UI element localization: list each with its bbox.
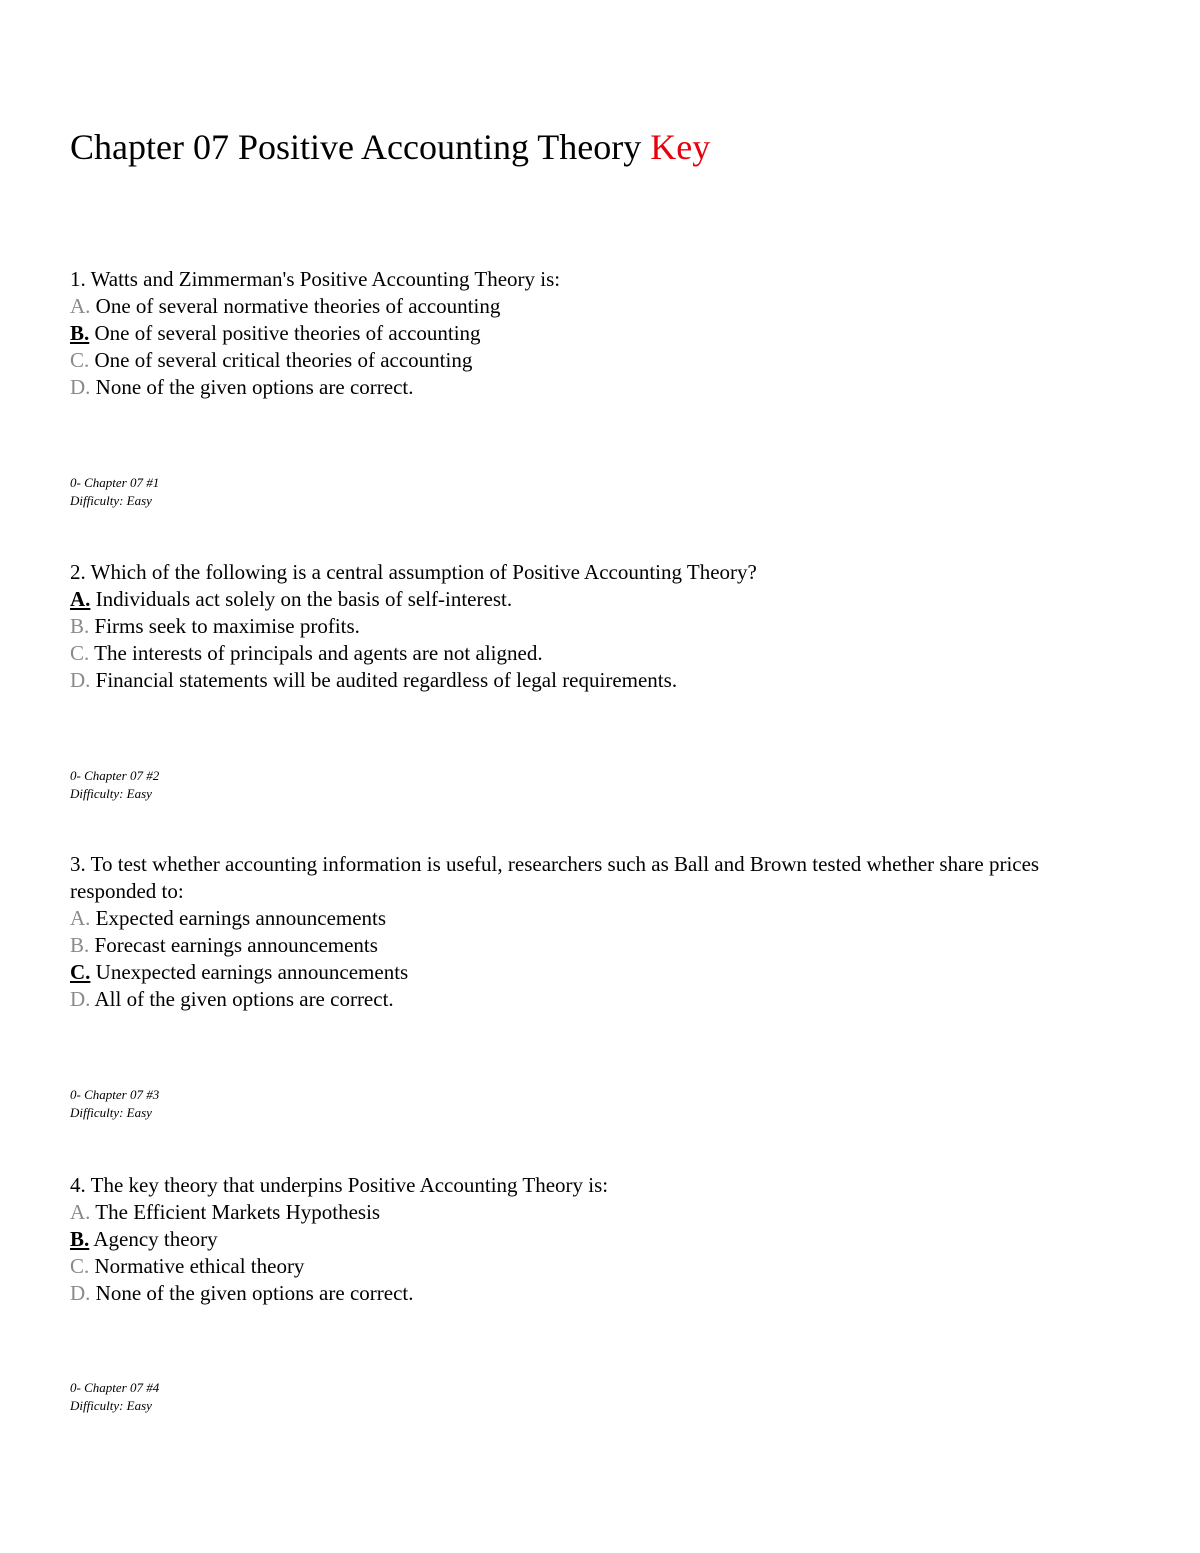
option-a [70,905,1130,932]
option-d [70,667,1130,694]
option-letter-correct: A. [70,587,91,611]
question-ref: 0- Chapter 07 #2 [70,768,160,783]
option-letter: B. [70,933,90,957]
difficulty-label: Difficulty: Easy [70,1398,152,1413]
option-letter: A. [70,1200,91,1224]
question-1-meta [70,474,159,510]
option-text: Expected earnings announcements [95,906,387,930]
option-text: The Efficient Markets Hypothesis [95,1200,381,1224]
option-letter: C. [70,1254,90,1278]
option-c [70,1253,1130,1280]
question-1 [70,266,1130,401]
question-stem: 2. Which of the following is a central assumption of Positive Accounting Theory? [70,560,757,584]
question-4-meta [70,1379,159,1415]
option-c [70,959,1130,986]
difficulty-label: Difficulty: Easy [70,493,152,508]
title-main: Chapter 07 Positive Accounting Theory [70,127,642,167]
difficulty-label: Difficulty: Easy [70,786,152,801]
option-letter-correct: B. [70,321,90,345]
option-text: Normative ethical theory [94,1254,305,1278]
option-b [70,613,1130,640]
option-text: Forecast earnings announcements [94,933,378,957]
page-title [70,124,710,170]
option-d [70,374,1130,401]
option-letter: A. [70,294,91,318]
difficulty-label: Difficulty: Easy [70,1105,152,1120]
option-text: All of the given options are correct. [94,987,394,1011]
question-4 [70,1172,1130,1307]
question-ref: 0- Chapter 07 #4 [70,1380,160,1395]
option-text: Firms seek to maximise profits. [94,614,360,638]
question-3 [70,851,1130,1013]
option-text: Individuals act solely on the basis of self-interest. [95,587,513,611]
option-letter: D. [70,668,91,692]
question-ref: 0- Chapter 07 #1 [70,475,160,490]
option-letter: C. [70,641,90,665]
option-letter: D. [70,1281,91,1305]
option-c [70,640,1130,667]
question-stem: 1. Watts and Zimmerman's Positive Accounting Theory is: [70,267,561,291]
option-a [70,586,1130,613]
option-letter-correct: B. [70,1227,90,1251]
question-ref: 0- Chapter 07 #3 [70,1087,160,1102]
option-text: Agency theory [93,1227,218,1251]
option-letter: A. [70,906,91,930]
option-text: One of several normative theories of accounting [95,294,501,318]
option-text: Unexpected earnings announcements [95,960,409,984]
option-d [70,986,1130,1013]
option-c [70,347,1130,374]
option-letter: D. [70,375,91,399]
question-stem: 3. To test whether accounting information is useful, researchers such as Ball and Brown tested whether share prices responded to: [70,852,1040,903]
option-text: The interests of principals and agents are not aligned. [94,641,543,665]
question-2-meta [70,767,159,803]
option-d [70,1280,1130,1307]
option-b [70,320,1130,347]
question-3-meta [70,1086,159,1122]
question-2 [70,559,1130,694]
option-text: Financial statements will be audited regardless of legal requirements. [95,668,678,692]
option-a [70,293,1130,320]
title-key: Key [650,127,711,167]
option-text: None of the given options are correct. [95,1281,414,1305]
option-text: One of several positive theories of accounting [94,321,481,345]
option-letter: B. [70,614,90,638]
question-stem: 4. The key theory that underpins Positive Accounting Theory is: [70,1173,609,1197]
option-text: One of several critical theories of accounting [94,348,473,372]
option-b [70,932,1130,959]
option-letter-correct: C. [70,960,91,984]
option-letter: D. [70,987,91,1011]
option-a [70,1199,1130,1226]
option-letter: C. [70,348,90,372]
option-b [70,1226,1130,1253]
option-text: None of the given options are correct. [95,375,414,399]
